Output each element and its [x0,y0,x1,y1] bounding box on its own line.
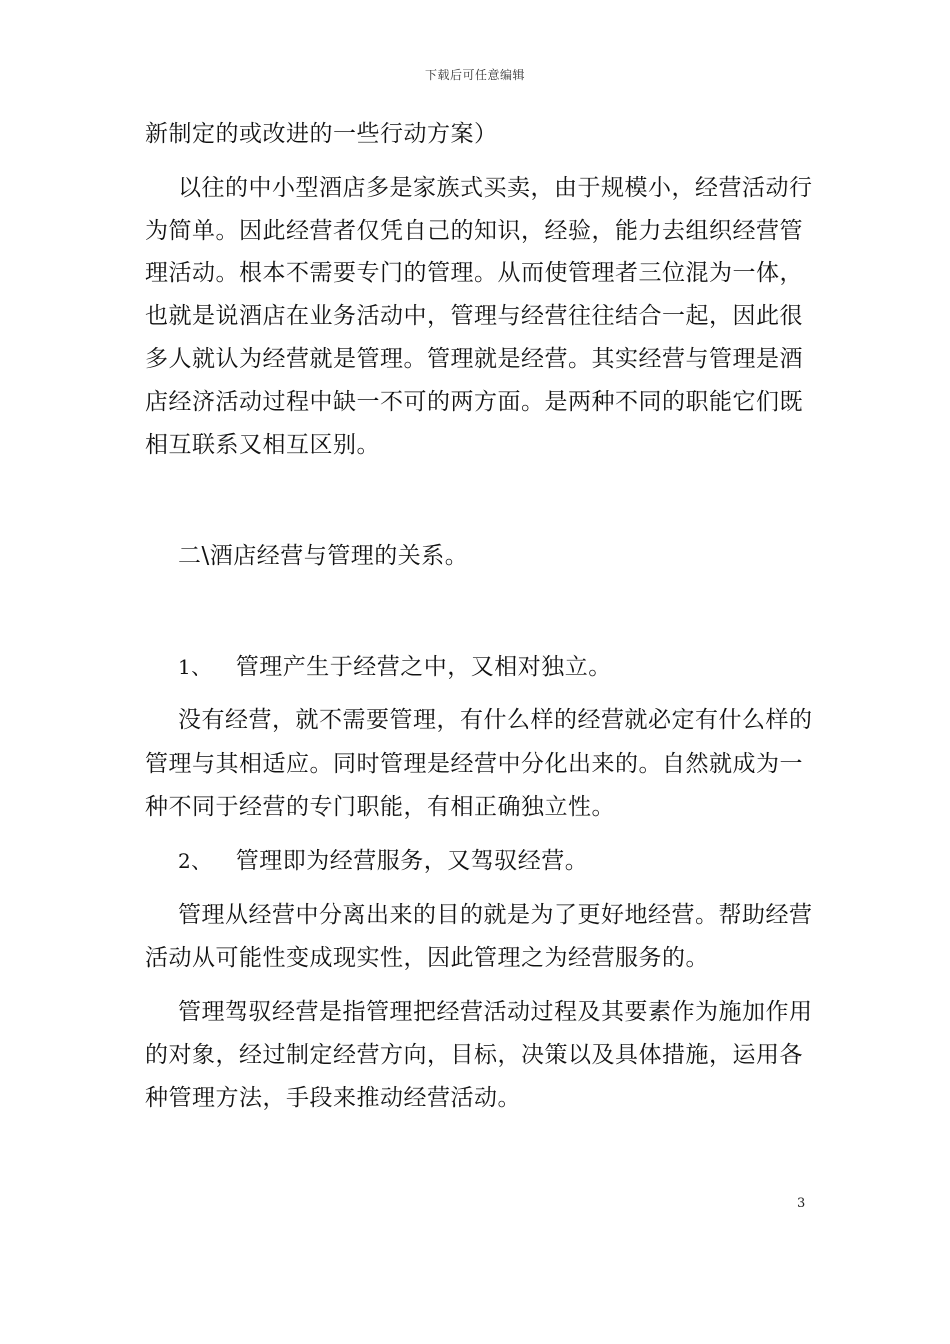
paragraph-line: 以往的中小型酒店多是家族式买卖，由于规模小，经营活动行 [178,175,813,201]
paragraph-line: 管理从经营中分离出来的目的就是为了更好地经营。帮助经营 [178,902,813,928]
page-number: 3 [797,1196,806,1211]
item-text: 管理即为经营服务，又驾驭经营。 [235,848,589,874]
paragraph-line: 店经济活动过程中缺一不可的两方面。是两种不同的职能它们既 [145,389,803,415]
paragraph-line: 种不同于经营的专门职能，有相正确独立性。 [145,794,615,820]
paragraph-line: 多人就认为经营就是管理。管理就是经营。其实经营与管理是酒 [145,346,803,372]
paragraph-line: 管理与其相适应。同时管理是经营中分化出来的。自然就成为一 [145,751,803,777]
paragraph-line: 管理驾驭经营是指管理把经营活动过程及其要素作为施加作用 [178,999,813,1025]
paragraph-line: 活动从可能性变成现实性，因此管理之为经营服务的。 [145,945,709,971]
paragraph-line: 新制定的或改进的一些行动方案） [145,121,498,147]
paragraph-line: 种管理方法，手段来推动经营活动。 [145,1085,521,1111]
numbered-item-2 [178,846,588,876]
page-header: 下载后可任意编辑 [424,68,525,82]
paragraph-line: 没有经营，就不需要管理，有什么样的经营就必定有什么样的 [178,707,813,733]
item-number: 2、 [178,849,212,873]
paragraph-line: 理活动。根本不需要专门的管理。从而使管理者三位混为一体， [145,260,803,286]
numbered-item-1 [178,652,612,682]
paragraph-line: 也就是说酒店在业务活动中，管理与经营往往结合一起，因此很 [145,303,803,329]
item-text: 管理产生于经营之中，又相对独立。 [235,654,612,680]
paragraph-line: 相互联系又相互区别。 [145,432,380,458]
paragraph-line: 的对象，经过制定经营方向，目标，决策以及具体措施，运用各 [145,1042,803,1068]
item-number: 1、 [178,655,212,679]
section-heading: 二\酒店经营与管理的关系。 [178,543,469,569]
paragraph-line: 为简单。因此经营者仅凭自己的知识，经验，能力去组织经营管 [145,218,803,244]
